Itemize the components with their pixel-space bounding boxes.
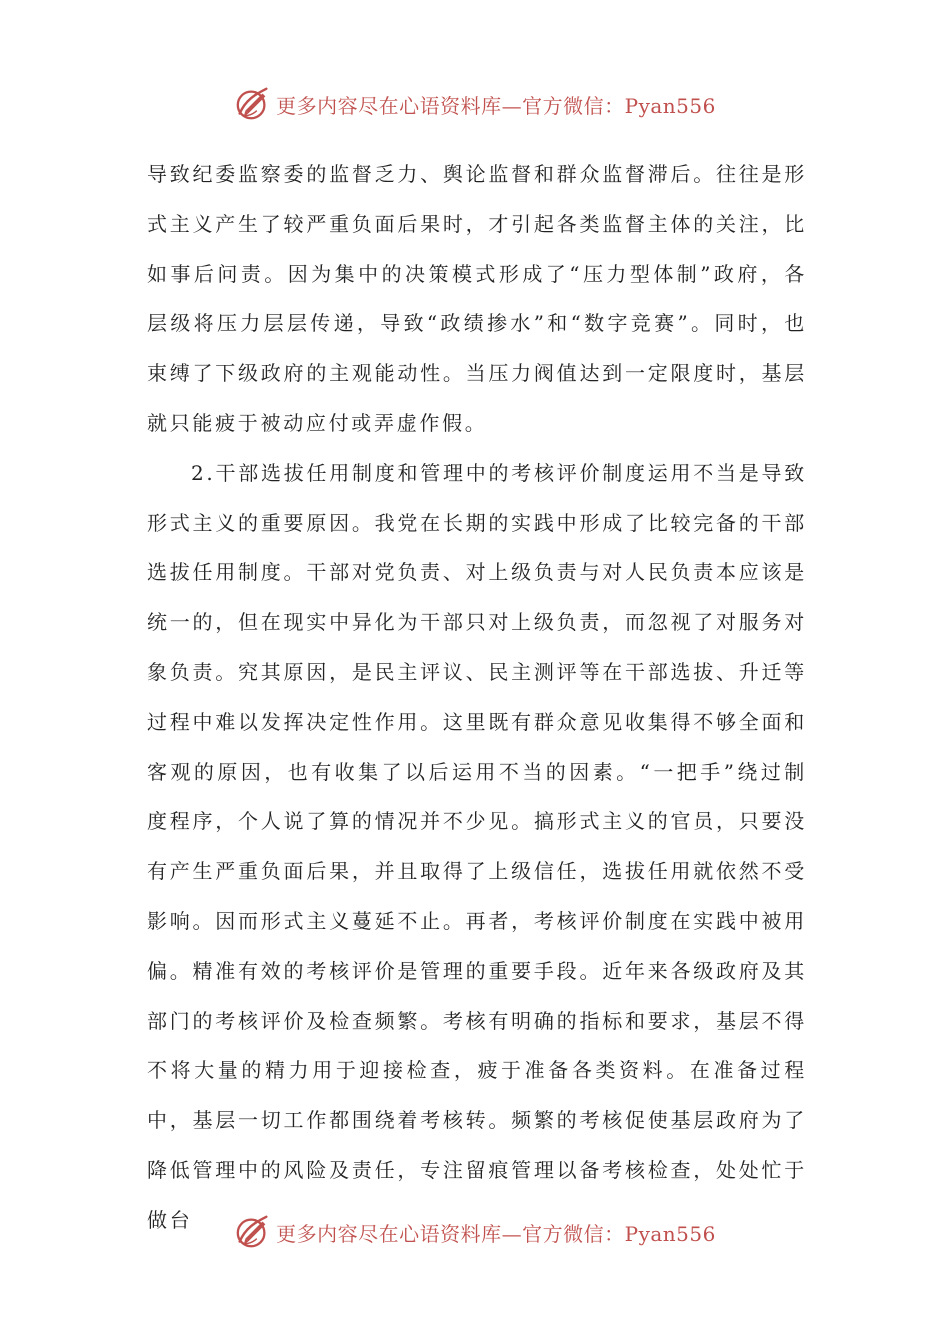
pen-logo-icon <box>234 1213 272 1251</box>
paragraph-cadre-selection: 2.干部选拔任用制度和管理中的考核评价制度运用不当是导致形式主义的重要原因。我党在长期的实践中形成了比较完备的干部选拔任用制度。干部对党负责、对上级负责与对人民负责本应该是统一的，但在现实中异化为干部只对上级负责，而忽视了对服务对象负责。究其原因，是民主评议、民主测评等在干部选拔、升迁等过程中难以发挥决定性作用。这里既有群众意见收集得不够全面和客观的原因，也有收集了以后运用不当的因素。“一把手”绕过制度程序，个人说了算的情况并不少见。搞形式主义的官员，只要没有产生严重负面后果，并且取得了上级信任，选拔任用就依然不受影响。因而形式主义蔓延不止。再者，考核评价制度在实践中被用偏。精准有效的考核评价是管理的重要手段。近年来各级政府及其部门的考核评价及检查频繁。考核有明确的指标和要求，基层不得不将大量的精力用于迎接检查，疲于准备各类资料。在准备过程中，基层一切工作都围绕着考核转。频繁的考核促使基层政府为了降低管理中的风险及责任，专注留痕管理以备考核检查，处处忙于做台 <box>147 460 807 1232</box>
pen-logo-icon <box>234 85 272 123</box>
paragraph-continuation: 导致纪委监察委的监督乏力、舆论监督和群众监督滞后。往往是形式主义产生了较严重负面后果时，才引起各类监督主体的关注，比如事后问责。因为集中的决策模式形成了“压力型体制”政府，各层级将压力层层传递，导致“政绩掺水”和“数字竞赛”。同时，也束缚了下级政府的主观能动性。当压力阀值达到一定限度时，基层就只能疲于被动应付或弄虚作假。 <box>147 162 807 435</box>
footer-watermark <box>0 1212 950 1252</box>
document-body <box>147 150 807 1246</box>
watermark-text: 更多内容尽在心语资料库—官方微信：Pyan556 <box>276 93 716 118</box>
header-watermark <box>0 84 950 124</box>
watermark-text: 更多内容尽在心语资料库—官方微信：Pyan556 <box>276 1221 716 1246</box>
